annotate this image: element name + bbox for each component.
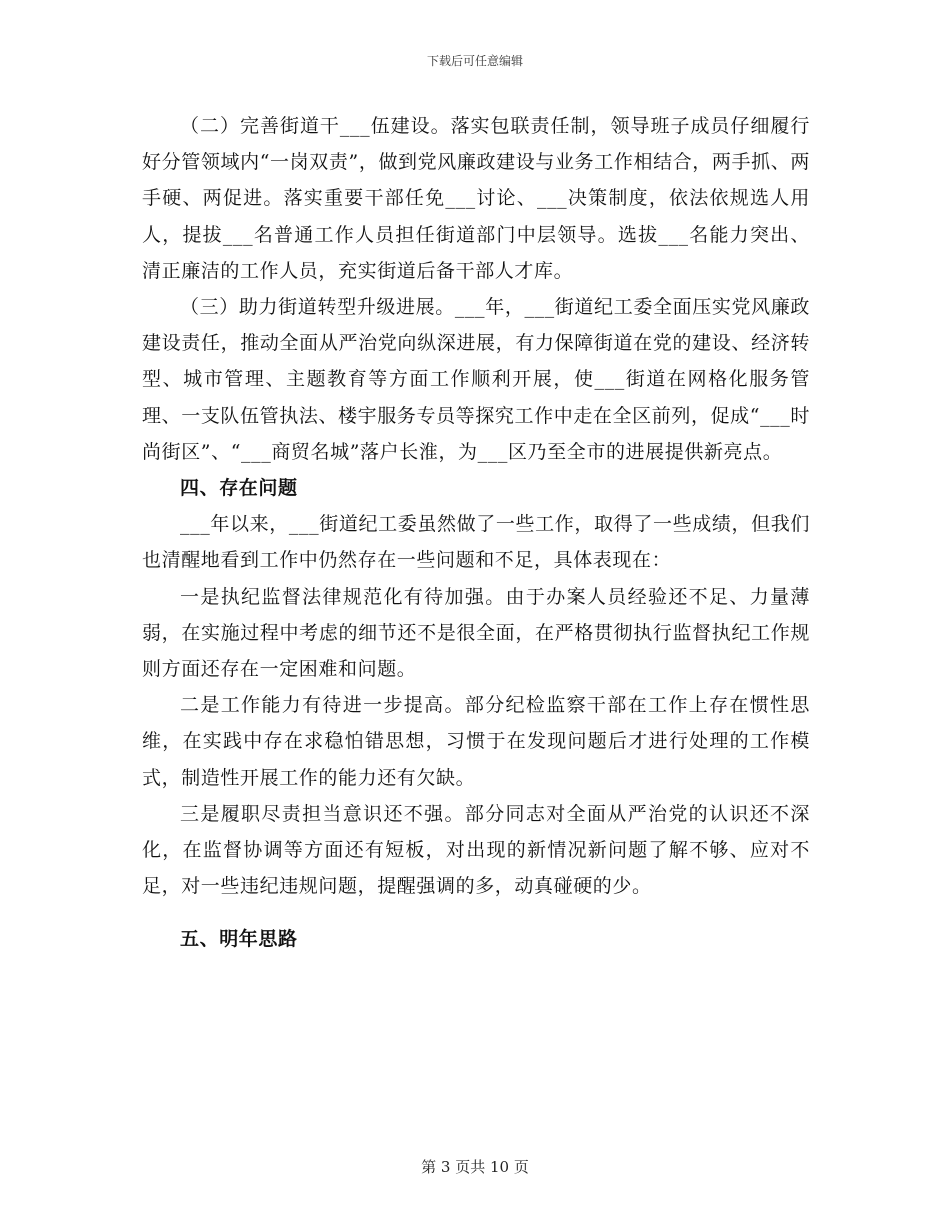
page-header: 下载后可任意编辑 bbox=[426, 54, 523, 68]
paragraph-problem-1: 一是执纪监督法律规范化有待加强。由于办案人员经验还不足、力量薄弱，在实施过程中考虑的细节还不是很全面，在严格贯彻执行监督执纪工作规则方面还存在一定困难和问题。 bbox=[142, 585, 810, 681]
page-number: 第 3 页共 10 页 bbox=[421, 1158, 529, 1176]
paragraph-problem-2: 二是工作能力有待进一步提高。部分纪检监察干部在工作上存在惯性思维，在实践中存在求稳怕错思想，习惯于在发现问题后才进行处理的工作模式，制造性开展工作的能力还有欠缺。 bbox=[142, 694, 810, 789]
paragraph-team-building: （二）完善街道干___伍建设。落实包联责任制，领导班子成员仔细履行好分管领域内“一岗双责”，做到党风廉政建设与业务工作相结合，两手抓、两手硬、两促进。落实重要干部任免___讨论、___决策制度，依法依规选人用人，提拔___名普通工作人员担任街道部门中层领导。选拔___名能力突出、清正廉洁的工作人员，充实街道后备干部人才库。 bbox=[142, 115, 810, 282]
section-heading-problems: 四、存在问题 bbox=[180, 477, 298, 500]
section-heading-next-year: 五、明年思路 bbox=[180, 928, 298, 951]
document-body bbox=[142, 108, 810, 958]
paragraph-transformation: （三）助力街道转型升级进展。___年，___街道纪工委全面压实党风廉政建设责任，推动全面从严治党向纵深进展，有力保障街道在党的建设、经济转型、城市管理、主题教育等方面工作顺利开展，使___街道在网格化服务管理、一支队伍管执法、楼宇服务专员等探究工作中走在全区前列，促成“___时尚街区”、“___商贸名城”落户长淮，为___区乃至全市的进展提供新亮点。 bbox=[142, 296, 810, 463]
paragraph-problem-3: 三是履职尽责担当意识还不强。部分同志对全面从严治党的认识还不深化，在监督协调等方面还有短板，对出现的新情况新问题了解不够、应对不足，对一些违纪违规问题，提醒强调的多，动真碰硬的少。 bbox=[142, 802, 810, 898]
paragraph-problems-intro: ___年以来，___街道纪工委虽然做了一些工作，取得了一些成绩，但我们也清醒地看到工作中仍然存在一些问题和不足，具体表现在： bbox=[142, 513, 810, 572]
